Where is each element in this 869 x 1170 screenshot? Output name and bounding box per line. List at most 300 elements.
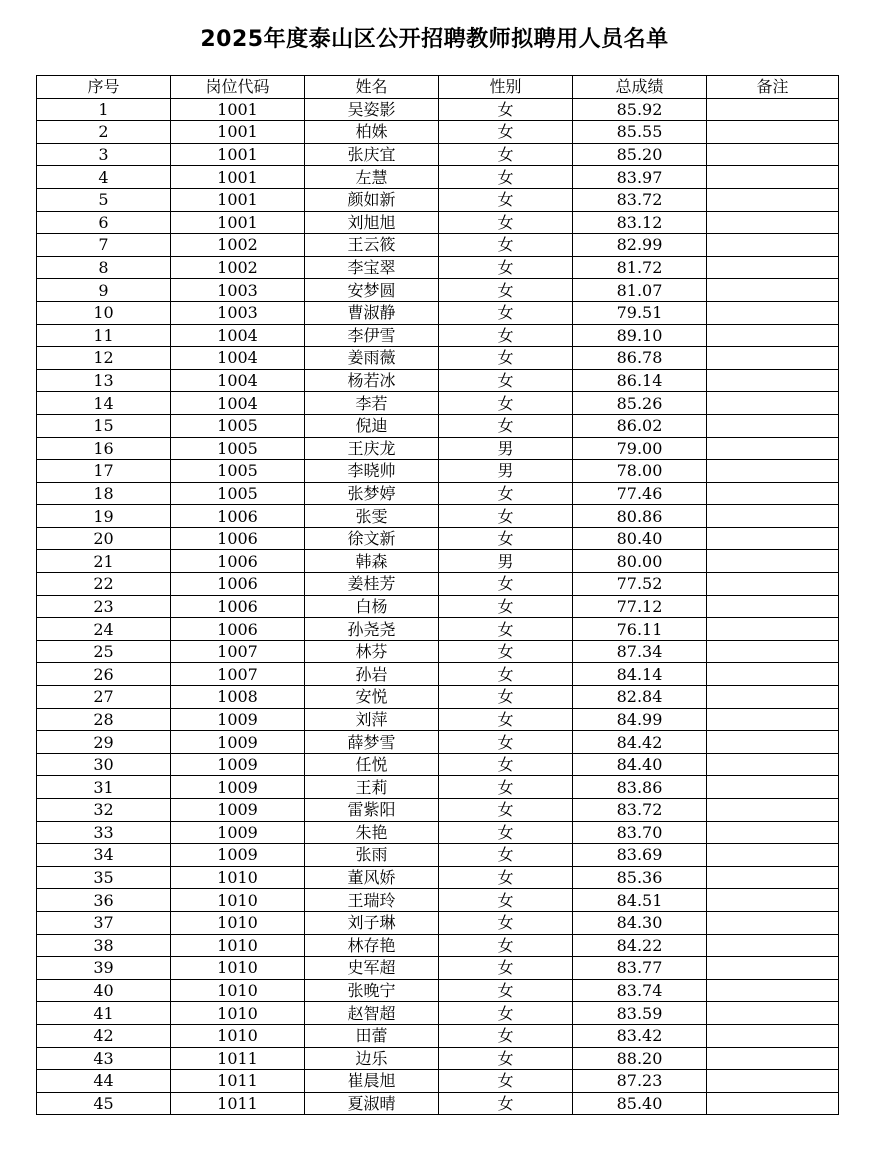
table-row bbox=[37, 573, 839, 596]
cell-remarks bbox=[707, 347, 839, 370]
cell-total-score: 85.40 bbox=[573, 1092, 707, 1115]
cell-position-code: 1005 bbox=[171, 414, 305, 437]
cell-total-score: 84.99 bbox=[573, 708, 707, 731]
cell-name: 李宝翠 bbox=[305, 256, 439, 279]
cell-remarks bbox=[707, 595, 839, 618]
cell-name: 白杨 bbox=[305, 595, 439, 618]
cell-name: 张晚宁 bbox=[305, 979, 439, 1002]
table-row bbox=[37, 482, 839, 505]
cell-index: 1 bbox=[37, 98, 171, 121]
cell-gender: 女 bbox=[439, 911, 573, 934]
table-row bbox=[37, 731, 839, 754]
cell-total-score: 76.11 bbox=[573, 618, 707, 641]
cell-gender: 女 bbox=[439, 414, 573, 437]
cell-total-score: 79.51 bbox=[573, 301, 707, 324]
cell-index: 6 bbox=[37, 211, 171, 234]
header-position-code: 岗位代码 bbox=[171, 76, 305, 99]
cell-remarks bbox=[707, 460, 839, 483]
table-row bbox=[37, 1070, 839, 1093]
cell-name: 孙岩 bbox=[305, 663, 439, 686]
cell-remarks bbox=[707, 256, 839, 279]
cell-gender: 女 bbox=[439, 1092, 573, 1115]
cell-total-score: 81.72 bbox=[573, 256, 707, 279]
cell-gender: 女 bbox=[439, 143, 573, 166]
cell-index: 43 bbox=[37, 1047, 171, 1070]
cell-total-score: 77.52 bbox=[573, 573, 707, 596]
table-row bbox=[37, 934, 839, 957]
cell-total-score: 85.55 bbox=[573, 121, 707, 144]
cell-position-code: 1009 bbox=[171, 776, 305, 799]
cell-name: 王庆龙 bbox=[305, 437, 439, 460]
cell-name: 刘旭旭 bbox=[305, 211, 439, 234]
cell-remarks bbox=[707, 482, 839, 505]
cell-index: 12 bbox=[37, 347, 171, 370]
cell-total-score: 81.07 bbox=[573, 279, 707, 302]
cell-remarks bbox=[707, 1092, 839, 1115]
cell-position-code: 1010 bbox=[171, 1024, 305, 1047]
cell-index: 26 bbox=[37, 663, 171, 686]
cell-index: 19 bbox=[37, 505, 171, 528]
cell-total-score: 83.97 bbox=[573, 166, 707, 189]
cell-gender: 女 bbox=[439, 369, 573, 392]
table-row bbox=[37, 979, 839, 1002]
cell-total-score: 79.00 bbox=[573, 437, 707, 460]
cell-index: 10 bbox=[37, 301, 171, 324]
table-row bbox=[37, 279, 839, 302]
table-row bbox=[37, 708, 839, 731]
cell-name: 史军超 bbox=[305, 957, 439, 980]
cell-name: 夏淑晴 bbox=[305, 1092, 439, 1115]
cell-index: 4 bbox=[37, 166, 171, 189]
cell-position-code: 1003 bbox=[171, 301, 305, 324]
cell-total-score: 85.92 bbox=[573, 98, 707, 121]
table-row bbox=[37, 821, 839, 844]
table-row bbox=[37, 143, 839, 166]
cell-total-score: 80.40 bbox=[573, 527, 707, 550]
cell-remarks bbox=[707, 866, 839, 889]
cell-gender: 女 bbox=[439, 866, 573, 889]
cell-remarks bbox=[707, 279, 839, 302]
cell-position-code: 1005 bbox=[171, 460, 305, 483]
header-index: 序号 bbox=[37, 76, 171, 99]
cell-position-code: 1011 bbox=[171, 1070, 305, 1093]
cell-index: 32 bbox=[37, 799, 171, 822]
table-header-row bbox=[37, 76, 839, 99]
cell-name: 雷紫阳 bbox=[305, 799, 439, 822]
cell-remarks bbox=[707, 392, 839, 415]
cell-name: 李晓帅 bbox=[305, 460, 439, 483]
cell-gender: 女 bbox=[439, 731, 573, 754]
table-row bbox=[37, 550, 839, 573]
cell-name: 田蕾 bbox=[305, 1024, 439, 1047]
cell-total-score: 82.84 bbox=[573, 686, 707, 709]
cell-position-code: 1001 bbox=[171, 121, 305, 144]
cell-index: 34 bbox=[37, 844, 171, 867]
cell-gender: 女 bbox=[439, 121, 573, 144]
cell-index: 20 bbox=[37, 527, 171, 550]
cell-name: 姜桂芳 bbox=[305, 573, 439, 596]
cell-total-score: 83.42 bbox=[573, 1024, 707, 1047]
cell-gender: 女 bbox=[439, 663, 573, 686]
cell-position-code: 1001 bbox=[171, 188, 305, 211]
cell-index: 23 bbox=[37, 595, 171, 618]
cell-position-code: 1009 bbox=[171, 821, 305, 844]
table-row bbox=[37, 776, 839, 799]
cell-total-score: 85.26 bbox=[573, 392, 707, 415]
header-name: 姓名 bbox=[305, 76, 439, 99]
table-row bbox=[37, 911, 839, 934]
cell-name: 王云筱 bbox=[305, 234, 439, 257]
table-row bbox=[37, 595, 839, 618]
cell-remarks bbox=[707, 211, 839, 234]
cell-index: 18 bbox=[37, 482, 171, 505]
cell-name: 林芬 bbox=[305, 640, 439, 663]
cell-position-code: 1005 bbox=[171, 482, 305, 505]
header-gender: 性别 bbox=[439, 76, 573, 99]
cell-position-code: 1010 bbox=[171, 957, 305, 980]
cell-remarks bbox=[707, 776, 839, 799]
cell-total-score: 89.10 bbox=[573, 324, 707, 347]
cell-name: 吴姿影 bbox=[305, 98, 439, 121]
cell-total-score: 88.20 bbox=[573, 1047, 707, 1070]
table-row bbox=[37, 663, 839, 686]
cell-name: 曹淑静 bbox=[305, 301, 439, 324]
cell-position-code: 1009 bbox=[171, 844, 305, 867]
cell-total-score: 83.12 bbox=[573, 211, 707, 234]
cell-gender: 女 bbox=[439, 708, 573, 731]
cell-total-score: 77.12 bbox=[573, 595, 707, 618]
cell-total-score: 83.86 bbox=[573, 776, 707, 799]
cell-position-code: 1006 bbox=[171, 573, 305, 596]
table-row bbox=[37, 618, 839, 641]
cell-total-score: 77.46 bbox=[573, 482, 707, 505]
cell-total-score: 83.59 bbox=[573, 1002, 707, 1025]
cell-index: 15 bbox=[37, 414, 171, 437]
cell-index: 7 bbox=[37, 234, 171, 257]
cell-name: 赵智超 bbox=[305, 1002, 439, 1025]
cell-index: 36 bbox=[37, 889, 171, 912]
cell-remarks bbox=[707, 957, 839, 980]
cell-gender: 女 bbox=[439, 234, 573, 257]
cell-gender: 女 bbox=[439, 1070, 573, 1093]
cell-index: 22 bbox=[37, 573, 171, 596]
table-row bbox=[37, 1024, 839, 1047]
cell-total-score: 84.22 bbox=[573, 934, 707, 957]
cell-remarks bbox=[707, 799, 839, 822]
table-row bbox=[37, 392, 839, 415]
cell-position-code: 1004 bbox=[171, 347, 305, 370]
cell-index: 14 bbox=[37, 392, 171, 415]
table-row bbox=[37, 753, 839, 776]
cell-gender: 女 bbox=[439, 482, 573, 505]
cell-position-code: 1010 bbox=[171, 979, 305, 1002]
table-row bbox=[37, 640, 839, 663]
cell-position-code: 1007 bbox=[171, 663, 305, 686]
table-row bbox=[37, 1047, 839, 1070]
cell-remarks bbox=[707, 414, 839, 437]
table-row bbox=[37, 889, 839, 912]
cell-index: 11 bbox=[37, 324, 171, 347]
table-row bbox=[37, 324, 839, 347]
cell-remarks bbox=[707, 1047, 839, 1070]
cell-index: 28 bbox=[37, 708, 171, 731]
cell-remarks bbox=[707, 731, 839, 754]
cell-remarks bbox=[707, 98, 839, 121]
cell-name: 董风娇 bbox=[305, 866, 439, 889]
table-row bbox=[37, 166, 839, 189]
cell-total-score: 83.72 bbox=[573, 188, 707, 211]
cell-name: 张庆宜 bbox=[305, 143, 439, 166]
table-row bbox=[37, 460, 839, 483]
cell-name: 李若 bbox=[305, 392, 439, 415]
cell-index: 45 bbox=[37, 1092, 171, 1115]
cell-remarks bbox=[707, 640, 839, 663]
cell-gender: 女 bbox=[439, 799, 573, 822]
cell-position-code: 1004 bbox=[171, 369, 305, 392]
cell-total-score: 86.14 bbox=[573, 369, 707, 392]
cell-gender: 女 bbox=[439, 505, 573, 528]
cell-name: 崔晨旭 bbox=[305, 1070, 439, 1093]
cell-position-code: 1001 bbox=[171, 211, 305, 234]
cell-position-code: 1001 bbox=[171, 98, 305, 121]
cell-remarks bbox=[707, 324, 839, 347]
cell-position-code: 1011 bbox=[171, 1092, 305, 1115]
cell-total-score: 83.77 bbox=[573, 957, 707, 980]
cell-gender: 女 bbox=[439, 256, 573, 279]
cell-remarks bbox=[707, 708, 839, 731]
table-row bbox=[37, 347, 839, 370]
table-row bbox=[37, 98, 839, 121]
cell-name: 张梦婷 bbox=[305, 482, 439, 505]
cell-position-code: 1010 bbox=[171, 911, 305, 934]
cell-position-code: 1009 bbox=[171, 731, 305, 754]
cell-name: 刘子琳 bbox=[305, 911, 439, 934]
cell-remarks bbox=[707, 1070, 839, 1093]
cell-gender: 男 bbox=[439, 460, 573, 483]
cell-name: 杨若冰 bbox=[305, 369, 439, 392]
cell-gender: 女 bbox=[439, 301, 573, 324]
cell-index: 38 bbox=[37, 934, 171, 957]
cell-position-code: 1009 bbox=[171, 799, 305, 822]
cell-total-score: 83.72 bbox=[573, 799, 707, 822]
cell-position-code: 1001 bbox=[171, 143, 305, 166]
cell-name: 张雨 bbox=[305, 844, 439, 867]
table-row bbox=[37, 414, 839, 437]
cell-gender: 女 bbox=[439, 934, 573, 957]
cell-name: 安悦 bbox=[305, 686, 439, 709]
cell-index: 41 bbox=[37, 1002, 171, 1025]
cell-total-score: 80.00 bbox=[573, 550, 707, 573]
cell-total-score: 86.02 bbox=[573, 414, 707, 437]
cell-position-code: 1006 bbox=[171, 618, 305, 641]
candidate-table bbox=[36, 75, 839, 1115]
cell-name: 韩森 bbox=[305, 550, 439, 573]
cell-position-code: 1010 bbox=[171, 889, 305, 912]
cell-position-code: 1010 bbox=[171, 866, 305, 889]
table-row bbox=[37, 301, 839, 324]
table-row bbox=[37, 188, 839, 211]
cell-index: 39 bbox=[37, 957, 171, 980]
cell-total-score: 84.30 bbox=[573, 911, 707, 934]
cell-name: 倪迪 bbox=[305, 414, 439, 437]
cell-gender: 男 bbox=[439, 437, 573, 460]
table-row bbox=[37, 256, 839, 279]
table-row bbox=[37, 211, 839, 234]
cell-name: 姜雨薇 bbox=[305, 347, 439, 370]
table-row bbox=[37, 1092, 839, 1115]
cell-total-score: 84.42 bbox=[573, 731, 707, 754]
cell-index: 35 bbox=[37, 866, 171, 889]
cell-position-code: 1001 bbox=[171, 166, 305, 189]
cell-remarks bbox=[707, 663, 839, 686]
cell-position-code: 1010 bbox=[171, 1002, 305, 1025]
cell-total-score: 84.14 bbox=[573, 663, 707, 686]
table-row bbox=[37, 799, 839, 822]
cell-index: 37 bbox=[37, 911, 171, 934]
cell-remarks bbox=[707, 143, 839, 166]
cell-name: 左慧 bbox=[305, 166, 439, 189]
cell-name: 张雯 bbox=[305, 505, 439, 528]
cell-position-code: 1011 bbox=[171, 1047, 305, 1070]
cell-name: 王莉 bbox=[305, 776, 439, 799]
cell-index: 27 bbox=[37, 686, 171, 709]
cell-total-score: 82.99 bbox=[573, 234, 707, 257]
cell-total-score: 85.20 bbox=[573, 143, 707, 166]
cell-position-code: 1003 bbox=[171, 279, 305, 302]
cell-gender: 女 bbox=[439, 979, 573, 1002]
cell-remarks bbox=[707, 934, 839, 957]
cell-gender: 女 bbox=[439, 279, 573, 302]
cell-total-score: 80.86 bbox=[573, 505, 707, 528]
cell-gender: 女 bbox=[439, 640, 573, 663]
cell-remarks bbox=[707, 889, 839, 912]
page-title: 2025年度泰山区公开招聘教师拟聘用人员名单 bbox=[200, 27, 669, 52]
cell-index: 25 bbox=[37, 640, 171, 663]
cell-total-score: 87.34 bbox=[573, 640, 707, 663]
cell-index: 42 bbox=[37, 1024, 171, 1047]
cell-remarks bbox=[707, 686, 839, 709]
cell-gender: 女 bbox=[439, 957, 573, 980]
cell-remarks bbox=[707, 753, 839, 776]
table-row bbox=[37, 234, 839, 257]
cell-gender: 女 bbox=[439, 821, 573, 844]
cell-total-score: 84.40 bbox=[573, 753, 707, 776]
cell-name: 刘萍 bbox=[305, 708, 439, 731]
table-row bbox=[37, 866, 839, 889]
table-row bbox=[37, 1002, 839, 1025]
cell-index: 21 bbox=[37, 550, 171, 573]
cell-name: 薛梦雪 bbox=[305, 731, 439, 754]
cell-total-score: 85.36 bbox=[573, 866, 707, 889]
cell-gender: 女 bbox=[439, 753, 573, 776]
cell-remarks bbox=[707, 1002, 839, 1025]
cell-total-score: 87.23 bbox=[573, 1070, 707, 1093]
cell-gender: 女 bbox=[439, 1024, 573, 1047]
cell-total-score: 83.70 bbox=[573, 821, 707, 844]
cell-total-score: 84.51 bbox=[573, 889, 707, 912]
table-row bbox=[37, 686, 839, 709]
cell-index: 5 bbox=[37, 188, 171, 211]
cell-gender: 女 bbox=[439, 1002, 573, 1025]
cell-index: 3 bbox=[37, 143, 171, 166]
cell-gender: 女 bbox=[439, 686, 573, 709]
cell-gender: 女 bbox=[439, 889, 573, 912]
cell-gender: 女 bbox=[439, 595, 573, 618]
cell-position-code: 1005 bbox=[171, 437, 305, 460]
cell-position-code: 1006 bbox=[171, 550, 305, 573]
cell-position-code: 1007 bbox=[171, 640, 305, 663]
cell-remarks bbox=[707, 844, 839, 867]
table-row bbox=[37, 121, 839, 144]
cell-name: 朱艳 bbox=[305, 821, 439, 844]
cell-index: 13 bbox=[37, 369, 171, 392]
cell-position-code: 1010 bbox=[171, 934, 305, 957]
cell-gender: 女 bbox=[439, 211, 573, 234]
cell-remarks bbox=[707, 301, 839, 324]
cell-gender: 女 bbox=[439, 392, 573, 415]
cell-name: 任悦 bbox=[305, 753, 439, 776]
cell-index: 33 bbox=[37, 821, 171, 844]
cell-remarks bbox=[707, 573, 839, 596]
table-row bbox=[37, 369, 839, 392]
cell-index: 16 bbox=[37, 437, 171, 460]
cell-position-code: 1006 bbox=[171, 505, 305, 528]
cell-remarks bbox=[707, 369, 839, 392]
cell-position-code: 1006 bbox=[171, 595, 305, 618]
cell-name: 王瑞玲 bbox=[305, 889, 439, 912]
cell-gender: 女 bbox=[439, 573, 573, 596]
cell-remarks bbox=[707, 911, 839, 934]
cell-index: 24 bbox=[37, 618, 171, 641]
cell-name: 李伊雪 bbox=[305, 324, 439, 347]
cell-position-code: 1008 bbox=[171, 686, 305, 709]
table-row bbox=[37, 957, 839, 980]
cell-total-score: 86.78 bbox=[573, 347, 707, 370]
cell-gender: 男 bbox=[439, 550, 573, 573]
cell-position-code: 1004 bbox=[171, 324, 305, 347]
cell-remarks bbox=[707, 121, 839, 144]
cell-remarks bbox=[707, 618, 839, 641]
cell-gender: 女 bbox=[439, 618, 573, 641]
cell-index: 17 bbox=[37, 460, 171, 483]
cell-gender: 女 bbox=[439, 844, 573, 867]
cell-index: 40 bbox=[37, 979, 171, 1002]
cell-index: 30 bbox=[37, 753, 171, 776]
cell-position-code: 1004 bbox=[171, 392, 305, 415]
cell-remarks bbox=[707, 550, 839, 573]
cell-remarks bbox=[707, 166, 839, 189]
cell-name: 安梦圆 bbox=[305, 279, 439, 302]
cell-index: 29 bbox=[37, 731, 171, 754]
cell-gender: 女 bbox=[439, 1047, 573, 1070]
cell-index: 9 bbox=[37, 279, 171, 302]
cell-remarks bbox=[707, 1024, 839, 1047]
cell-position-code: 1002 bbox=[171, 234, 305, 257]
cell-gender: 女 bbox=[439, 527, 573, 550]
cell-position-code: 1009 bbox=[171, 708, 305, 731]
table-row bbox=[37, 505, 839, 528]
table-row bbox=[37, 844, 839, 867]
cell-total-score: 83.74 bbox=[573, 979, 707, 1002]
cell-index: 31 bbox=[37, 776, 171, 799]
cell-index: 44 bbox=[37, 1070, 171, 1093]
cell-position-code: 1006 bbox=[171, 527, 305, 550]
cell-remarks bbox=[707, 821, 839, 844]
table-row bbox=[37, 527, 839, 550]
cell-index: 8 bbox=[37, 256, 171, 279]
cell-gender: 女 bbox=[439, 98, 573, 121]
cell-gender: 女 bbox=[439, 188, 573, 211]
